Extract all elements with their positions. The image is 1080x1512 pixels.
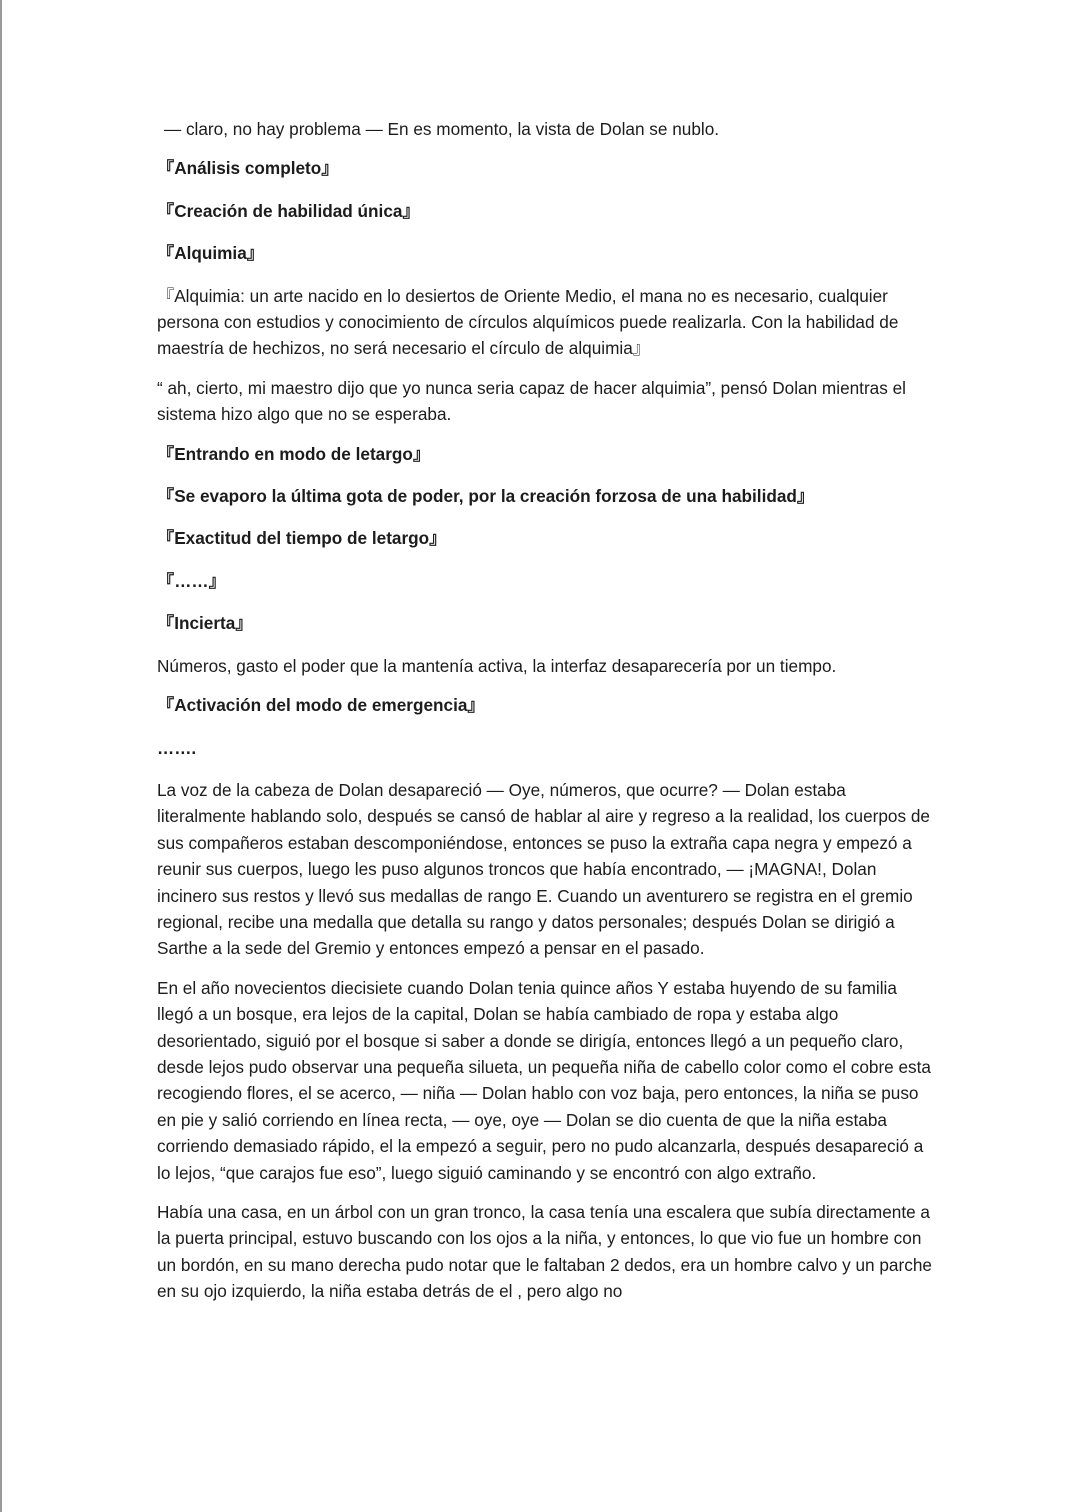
system-message: 『Alquimia』	[157, 243, 264, 264]
paragraph: En el año novecientos diecisiete cuando Dolan tenia quince años Y estaba huyendo de su familia llegó a un bosque, era lejos de la capital, Dolan se había cambiado de ropa y estaba algo desorientado, siguió por el bosque si saber a donde se dirigía, entonces llegó a un pequeño claro, desde lejos pudo observar una pequeña silueta, un pequeña niña de cabello color como el cobre esta recogiendo flores, el se acerco, — niña — Dolan hablo con voz baja, pero entonces, la niña se puso en pie y salió corriendo en línea recta, — oye, oye — Dolan se dio cuenta de que la niña estaba corriendo demasiado rápido, el la empezó a seguir, pero no pudo alcanzarla, después desapareció a lo lejos, “que carajos fue eso”, luego siguió caminando y se encontró con algo extraño.	[157, 977, 931, 1183]
system-message: 『Creación de habilidad única』	[157, 200, 420, 221]
paragraph: Había una casa, en un árbol con un gran tronco, la casa tenía una escalera que subía directamente a la puerta principal, estuvo buscando con los ojos a la niña, y entonces, lo que vio fue un hombre con un bordón, en su mano derecha pudo notar que le faltaban 2 dedos, era un hombre calvo y un parche en su ojo izquierdo, la niña estaba detrás de el , pero algo no	[157, 1202, 932, 1302]
paragraph: 『Alquimia: un arte nacido en lo desiertos de Oriente Medio, el mana no es necesario, cualquier persona con estudios y conocimiento de círculos alquímicos puede realizarla. Con la habilidad de maestría de hechizos, no será necesario el círculo de alquimia』	[157, 285, 899, 359]
system-message: 『Análisis completo』	[157, 158, 339, 179]
paragraph: La voz de la cabeza de Dolan desapareció — Oye, números, que ocurre? — Dolan estaba literalmente hablando solo, después se cansó de hablar al aire y regreso a la realidad, los cuerpos de sus compañeros estaban descomponiéndose, entonces se puso la extraña capa negra y empezó a reunir sus cuerpos, luego les puso algunos troncos que había encontrado, — ¡MAGNA!, Dolan incinero sus restos y llevó sus medallas de rango E. Cuando un aventurero se registra en el gremio regional, recibe una medalla que detalla su rango y datos personales; después Dolan se dirigió a Sarthe a la sede del Gremio y entonces empezó a pensar en el pasado.	[157, 779, 930, 959]
system-message: 『……』	[157, 570, 226, 591]
system-message: 『Incierta』	[157, 613, 253, 634]
document-body	[157, 116, 932, 1318]
paragraph: — claro, no hay problema — En es momento, la vista de Dolan se nublo.	[164, 119, 720, 139]
system-message: 『Exactitud del tiempo de letargo』	[157, 528, 447, 549]
paragraph: Números, gasto el poder que la mantenía activa, la interfaz desaparecería por un tiempo.	[157, 655, 837, 676]
system-message: 『Se evaporo la última gota de poder, por la creación forzosa de una habilidad』	[157, 486, 815, 507]
system-message: 『Entrando en modo de letargo』	[157, 443, 431, 464]
paragraph: “ ah, cierto, mi maestro dijo que yo nunca seria capaz de hacer alquimia”, pensó Dolan mientras el sistema hizo algo que no se esperaba.	[157, 377, 906, 425]
scene-break: …….	[157, 737, 197, 758]
system-message: 『Activación del modo de emergencia』	[157, 695, 485, 716]
